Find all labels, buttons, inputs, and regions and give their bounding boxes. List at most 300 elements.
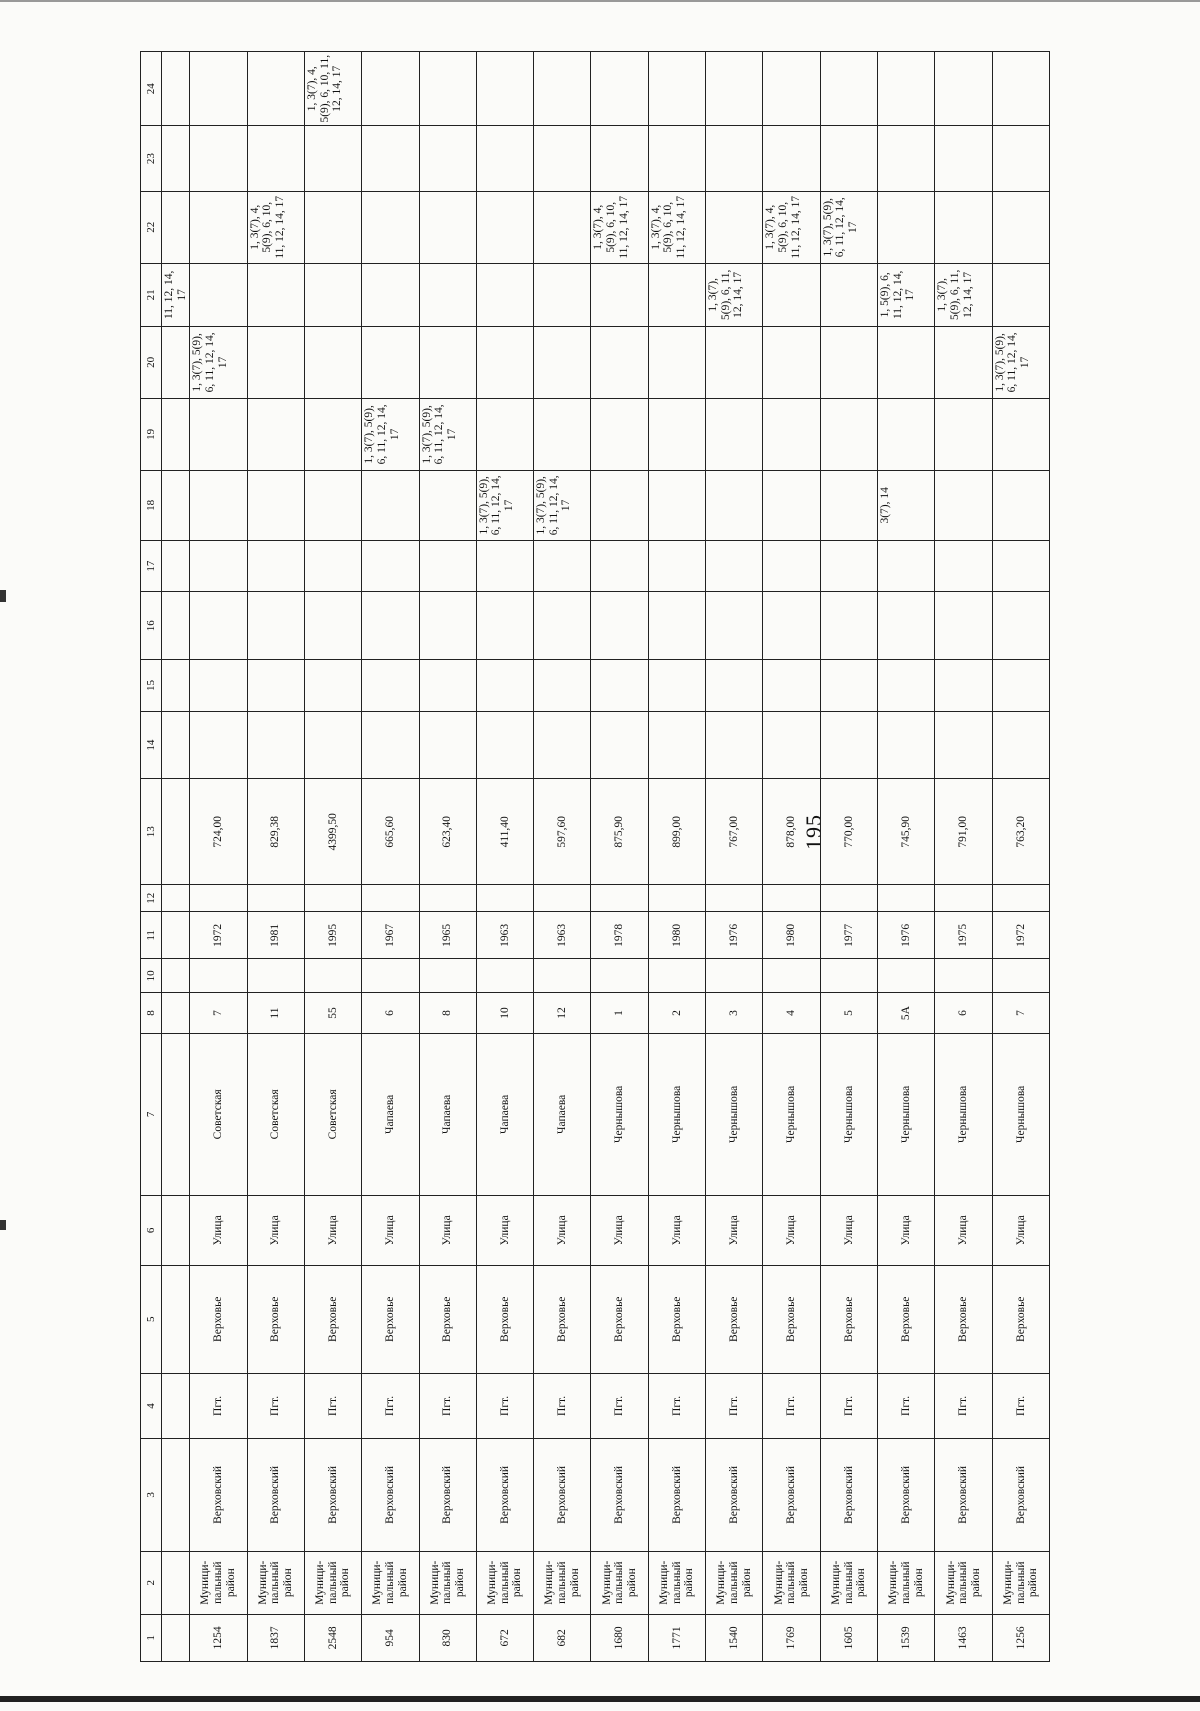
cell-c5: Верховье (648, 1265, 705, 1373)
cell-c23 (935, 126, 992, 191)
cell-c13: 875,90 (591, 779, 648, 885)
cell-c22: 1, 3(7), 4, 5(9), 6, 10, 11, 12, 14, 17 (648, 191, 705, 263)
cell-c1: 1539 (878, 1614, 935, 1661)
cell-c20 (419, 326, 476, 398)
column-header: 5 (141, 1265, 162, 1373)
cell-c8: 5А (878, 993, 935, 1034)
continuation-cell (162, 1265, 190, 1373)
cell-c20 (706, 326, 763, 398)
cell-c6: Улица (935, 1195, 992, 1265)
cell-c19: 1, 3(7), 5(9), 6, 11, 12, 14, 17 (419, 398, 476, 470)
column-header: 14 (141, 711, 162, 779)
cell-c22: 1, 3(7), 5(9), 6, 11, 12, 14, 17 (820, 191, 877, 263)
cell-c22 (878, 191, 935, 263)
table-row (992, 52, 1049, 1662)
cell-c13: 829,38 (247, 779, 304, 885)
continuation-cell (162, 1551, 190, 1614)
cell-c7: Советская (304, 1033, 361, 1195)
cell-c6: Улица (648, 1195, 705, 1265)
cell-c1: 1680 (591, 1614, 648, 1661)
cell-c22 (419, 191, 476, 263)
cell-c11: 1976 (878, 912, 935, 959)
cell-c7: Чапаева (362, 1033, 419, 1195)
cell-c2: Муници-пальный район (591, 1551, 648, 1614)
continuation-cell (162, 993, 190, 1034)
cell-c15 (362, 660, 419, 712)
cell-c4: Пгт. (820, 1373, 877, 1438)
cell-c12 (992, 885, 1049, 912)
cell-c13: 597,60 (534, 779, 591, 885)
cell-c17 (419, 540, 476, 592)
cell-c17 (763, 540, 820, 592)
cell-c10 (992, 959, 1049, 993)
cell-c23 (878, 126, 935, 191)
cell-c15 (190, 660, 247, 712)
cell-c12 (534, 885, 591, 912)
cell-c13: 4399,50 (304, 779, 361, 885)
cell-c24 (648, 52, 705, 126)
cell-c24 (419, 52, 476, 126)
cell-c4: Пгт. (878, 1373, 935, 1438)
cell-c2: Муници-пальный район (820, 1551, 877, 1614)
cell-c2: Муници-пальный район (992, 1551, 1049, 1614)
cell-c16 (476, 592, 533, 660)
cell-c11: 1972 (992, 912, 1049, 959)
column-header: 13 (141, 779, 162, 885)
cell-c14 (419, 711, 476, 779)
cell-c6: Улица (304, 1195, 361, 1265)
cell-c10 (190, 959, 247, 993)
cell-c23 (648, 126, 705, 191)
continuation-cell (162, 191, 190, 263)
cell-c7: Чернышова (763, 1033, 820, 1195)
column-header: 3 (141, 1439, 162, 1552)
cell-c10 (878, 959, 935, 993)
cell-c11: 1963 (476, 912, 533, 959)
cell-c17 (820, 540, 877, 592)
cell-c4: Пгт. (763, 1373, 820, 1438)
cell-c4: Пгт. (935, 1373, 992, 1438)
cell-c14 (304, 711, 361, 779)
cell-c3: Верховский (935, 1439, 992, 1552)
cell-c22 (362, 191, 419, 263)
cell-c7: Чернышова (648, 1033, 705, 1195)
cell-c19 (304, 398, 361, 470)
cell-c4: Пгт. (247, 1373, 304, 1438)
cell-c3: Верховский (648, 1439, 705, 1552)
table-row (476, 52, 533, 1662)
cell-c15 (935, 660, 992, 712)
cell-c18: 1, 3(7), 5(9), 6, 11, 12, 14, 17 (534, 470, 591, 540)
cell-c3: Верховский (820, 1439, 877, 1552)
cell-c23 (763, 126, 820, 191)
continuation-cell (162, 959, 190, 993)
cell-c7: Чернышова (935, 1033, 992, 1195)
cell-c10 (247, 959, 304, 993)
cell-c8: 6 (935, 993, 992, 1034)
cell-c19 (820, 398, 877, 470)
cell-c22 (304, 191, 361, 263)
cell-c12 (362, 885, 419, 912)
column-header: 6 (141, 1195, 162, 1265)
cell-c8: 7 (992, 993, 1049, 1034)
cell-c17 (878, 540, 935, 592)
continuation-cell (162, 660, 190, 712)
cell-c24 (763, 52, 820, 126)
cell-c1: 954 (362, 1614, 419, 1661)
cell-c5: Верховье (878, 1265, 935, 1373)
cell-c21 (419, 263, 476, 326)
continuation-cell (162, 470, 190, 540)
cell-c15 (476, 660, 533, 712)
continuation-cell (162, 885, 190, 912)
cell-c5: Верховье (419, 1265, 476, 1373)
cell-c4: Пгт. (534, 1373, 591, 1438)
cell-c3: Верховский (476, 1439, 533, 1552)
continuation-cell (162, 711, 190, 779)
cell-c1: 1605 (820, 1614, 877, 1661)
cell-c6: Улица (190, 1195, 247, 1265)
cell-c4: Пгт. (304, 1373, 361, 1438)
cell-c14 (190, 711, 247, 779)
cell-c15 (419, 660, 476, 712)
cell-c5: Верховье (591, 1265, 648, 1373)
cell-c21 (992, 263, 1049, 326)
cell-c22: 1, 3(7), 4, 5(9), 6, 10, 11, 12, 14, 17 (591, 191, 648, 263)
cell-c15 (878, 660, 935, 712)
cell-c18 (706, 470, 763, 540)
cell-c24 (362, 52, 419, 126)
column-header: 2 (141, 1551, 162, 1614)
cell-c11: 1995 (304, 912, 361, 959)
cell-c14 (247, 711, 304, 779)
cell-c21 (591, 263, 648, 326)
cell-c2: Муници-пальный район (878, 1551, 935, 1614)
table-row (878, 52, 935, 1662)
cell-c22 (706, 191, 763, 263)
cell-c17 (362, 540, 419, 592)
cell-c15 (304, 660, 361, 712)
cell-c20: 1, 3(7), 5(9), 6, 11, 12, 14, 17 (190, 326, 247, 398)
cell-c13: 745,90 (878, 779, 935, 885)
cell-c1: 682 (534, 1614, 591, 1661)
cell-c21 (820, 263, 877, 326)
scan-top-edge (0, 0, 1200, 2)
cell-c10 (706, 959, 763, 993)
table-body (162, 52, 1050, 1662)
cell-c20 (476, 326, 533, 398)
column-header: 11 (141, 912, 162, 959)
scan-left-edge-mark (0, 1220, 6, 1230)
cell-c4: Пгт. (648, 1373, 705, 1438)
cell-c7: Чернышова (591, 1033, 648, 1195)
column-header: 12 (141, 885, 162, 912)
cell-c16 (591, 592, 648, 660)
cell-c10 (304, 959, 361, 993)
cell-c18 (247, 470, 304, 540)
cell-c3: Верховский (190, 1439, 247, 1552)
cell-c4: Пгт. (190, 1373, 247, 1438)
cell-c11: 1963 (534, 912, 591, 959)
cell-c20 (648, 326, 705, 398)
cell-c15 (534, 660, 591, 712)
cell-c5: Верховье (362, 1265, 419, 1373)
cell-c14 (476, 711, 533, 779)
cell-c21 (190, 263, 247, 326)
cell-c16 (534, 592, 591, 660)
column-header: 17 (141, 540, 162, 592)
cell-c8: 10 (476, 993, 533, 1034)
cell-c18 (935, 470, 992, 540)
cell-c16 (820, 592, 877, 660)
cell-c8: 12 (534, 993, 591, 1034)
cell-c13: 767,00 (706, 779, 763, 885)
cell-c23 (476, 126, 533, 191)
register-table-container (140, 51, 1050, 1662)
cell-c14 (935, 711, 992, 779)
cell-c21 (247, 263, 304, 326)
cell-c13: 411,40 (476, 779, 533, 885)
cell-c4: Пгт. (362, 1373, 419, 1438)
cell-c17 (476, 540, 533, 592)
cell-c12 (763, 885, 820, 912)
continuation-cell (162, 1033, 190, 1195)
cell-c13: 623,40 (419, 779, 476, 885)
cell-c13: 791,00 (935, 779, 992, 885)
cell-c1: 1463 (935, 1614, 992, 1661)
cell-c23 (992, 126, 1049, 191)
cell-c24 (992, 52, 1049, 126)
continuation-cell (162, 326, 190, 398)
cell-c5: Верховье (190, 1265, 247, 1373)
column-header: 19 (141, 398, 162, 470)
cell-c20 (534, 326, 591, 398)
cell-c22: 1, 3(7), 4, 5(9), 6, 10, 11, 12, 14, 17 (763, 191, 820, 263)
cell-c3: Верховский (992, 1439, 1049, 1552)
cell-c16 (304, 592, 361, 660)
cell-c2: Муници-пальный район (935, 1551, 992, 1614)
cell-c14 (992, 711, 1049, 779)
table-row (419, 52, 476, 1662)
column-header: 7 (141, 1033, 162, 1195)
cell-c14 (534, 711, 591, 779)
cell-c10 (935, 959, 992, 993)
cell-c16 (362, 592, 419, 660)
cell-c17 (534, 540, 591, 592)
cell-c6: Улица (706, 1195, 763, 1265)
cell-c6: Улица (476, 1195, 533, 1265)
cell-c17 (247, 540, 304, 592)
cell-c4: Пгт. (476, 1373, 533, 1438)
cell-c13: 899,00 (648, 779, 705, 885)
cell-c24 (706, 52, 763, 126)
cell-c7: Чернышова (820, 1033, 877, 1195)
cell-c22 (476, 191, 533, 263)
column-header: 20 (141, 326, 162, 398)
cell-c1: 1769 (763, 1614, 820, 1661)
cell-c4: Пгт. (591, 1373, 648, 1438)
table-row (362, 52, 419, 1662)
cell-c16 (419, 592, 476, 660)
cell-c19 (247, 398, 304, 470)
column-header: 1 (141, 1614, 162, 1661)
cell-c19: 1, 3(7), 5(9), 6, 11, 12, 14, 17 (362, 398, 419, 470)
cell-c12 (304, 885, 361, 912)
cell-c10 (591, 959, 648, 993)
cell-c15 (648, 660, 705, 712)
cell-c5: Верховье (763, 1265, 820, 1373)
cell-c6: Улица (534, 1195, 591, 1265)
cell-c13: 724,00 (190, 779, 247, 885)
cell-c19 (534, 398, 591, 470)
cell-c24 (591, 52, 648, 126)
cell-c10 (763, 959, 820, 993)
cell-c6: Улица (362, 1195, 419, 1265)
cell-c7: Чернышова (706, 1033, 763, 1195)
cell-c18 (992, 470, 1049, 540)
continuation-cell (162, 912, 190, 959)
cell-c24 (820, 52, 877, 126)
table-row (706, 52, 763, 1662)
cell-c16 (763, 592, 820, 660)
cell-c23 (362, 126, 419, 191)
column-header: 10 (141, 959, 162, 993)
column-header: 24 (141, 52, 162, 126)
cell-c12 (247, 885, 304, 912)
cell-c19 (706, 398, 763, 470)
cell-c8: 1 (591, 993, 648, 1034)
cell-c2: Муници-пальный район (648, 1551, 705, 1614)
cell-c3: Верховский (247, 1439, 304, 1552)
cell-c11: 1978 (591, 912, 648, 959)
column-header: 4 (141, 1373, 162, 1438)
table-row (648, 52, 705, 1662)
continuation-cell (162, 52, 190, 126)
cell-c16 (992, 592, 1049, 660)
continuation-cell (162, 779, 190, 885)
cell-c24 (476, 52, 533, 126)
cell-c6: Улица (763, 1195, 820, 1265)
cell-c7: Чернышова (992, 1033, 1049, 1195)
cell-c15 (820, 660, 877, 712)
cell-c15 (706, 660, 763, 712)
cell-c2: Муници-пальный район (304, 1551, 361, 1614)
table-row (820, 52, 877, 1662)
cell-c21 (476, 263, 533, 326)
continuation-row (162, 52, 190, 1662)
scan-left-edge-mark (0, 590, 6, 602)
cell-c3: Верховский (419, 1439, 476, 1552)
cell-c11: 1972 (190, 912, 247, 959)
cell-c14 (820, 711, 877, 779)
cell-c8: 5 (820, 993, 877, 1034)
cell-c12 (878, 885, 935, 912)
cell-c1: 1771 (648, 1614, 705, 1661)
header-row (141, 52, 162, 1662)
cell-c17 (648, 540, 705, 592)
cell-c11: 1975 (935, 912, 992, 959)
cell-c16 (247, 592, 304, 660)
cell-c24 (247, 52, 304, 126)
cell-c16 (935, 592, 992, 660)
cell-c14 (362, 711, 419, 779)
cell-c15 (992, 660, 1049, 712)
cell-c10 (648, 959, 705, 993)
cell-c8: 11 (247, 993, 304, 1034)
cell-c14 (591, 711, 648, 779)
cell-c18 (190, 470, 247, 540)
cell-c18: 3(7), 14 (878, 470, 935, 540)
cell-c7: Чапаева (419, 1033, 476, 1195)
table-row (534, 52, 591, 1662)
cell-c21 (304, 263, 361, 326)
cell-c24 (935, 52, 992, 126)
cell-c3: Верховский (591, 1439, 648, 1552)
cell-c21 (648, 263, 705, 326)
cell-c14 (648, 711, 705, 779)
cell-c2: Муници-пальный район (534, 1551, 591, 1614)
cell-c19 (763, 398, 820, 470)
cell-c10 (476, 959, 533, 993)
cell-c5: Верховье (247, 1265, 304, 1373)
cell-c3: Верховский (878, 1439, 935, 1552)
cell-c12 (419, 885, 476, 912)
cell-c16 (706, 592, 763, 660)
cell-c19 (992, 398, 1049, 470)
cell-c21: 1, 3(7), 5(9), 6, 11, 12, 14, 17 (706, 263, 763, 326)
cell-c21: 1, 3(7), 5(9), 6, 11, 12, 14, 17 (935, 263, 992, 326)
column-header: 15 (141, 660, 162, 712)
cell-c10 (419, 959, 476, 993)
cell-c2: Муници-пальный район (706, 1551, 763, 1614)
cell-c1: 1256 (992, 1614, 1049, 1661)
table-row (190, 52, 247, 1662)
cell-c20 (362, 326, 419, 398)
cell-c5: Верховье (304, 1265, 361, 1373)
cell-c6: Улица (992, 1195, 1049, 1265)
continuation-cell (162, 592, 190, 660)
cell-c20 (763, 326, 820, 398)
cell-c3: Верховский (362, 1439, 419, 1552)
table-row (247, 52, 304, 1662)
cell-c6: Улица (878, 1195, 935, 1265)
page-number: 195 (801, 814, 826, 850)
cell-c8: 7 (190, 993, 247, 1034)
cell-c10 (362, 959, 419, 993)
cell-c21: 1, 5(9), 6, 11, 12, 14, 17 (878, 263, 935, 326)
cell-c12 (476, 885, 533, 912)
cell-c23 (534, 126, 591, 191)
cell-c11: 1965 (419, 912, 476, 959)
cell-c15 (763, 660, 820, 712)
cell-c23 (190, 126, 247, 191)
cell-c2: Муници-пальный район (247, 1551, 304, 1614)
column-header: 22 (141, 191, 162, 263)
cell-c8: 4 (763, 993, 820, 1034)
cell-c17 (992, 540, 1049, 592)
cell-c15 (247, 660, 304, 712)
table-row (591, 52, 648, 1662)
cell-c20 (591, 326, 648, 398)
cell-c5: Верховье (935, 1265, 992, 1373)
table-row (935, 52, 992, 1662)
cell-c23 (591, 126, 648, 191)
cell-c6: Улица (247, 1195, 304, 1265)
cell-c3: Верховский (534, 1439, 591, 1552)
table-row (763, 52, 820, 1662)
cell-c24 (190, 52, 247, 126)
cell-c20 (820, 326, 877, 398)
